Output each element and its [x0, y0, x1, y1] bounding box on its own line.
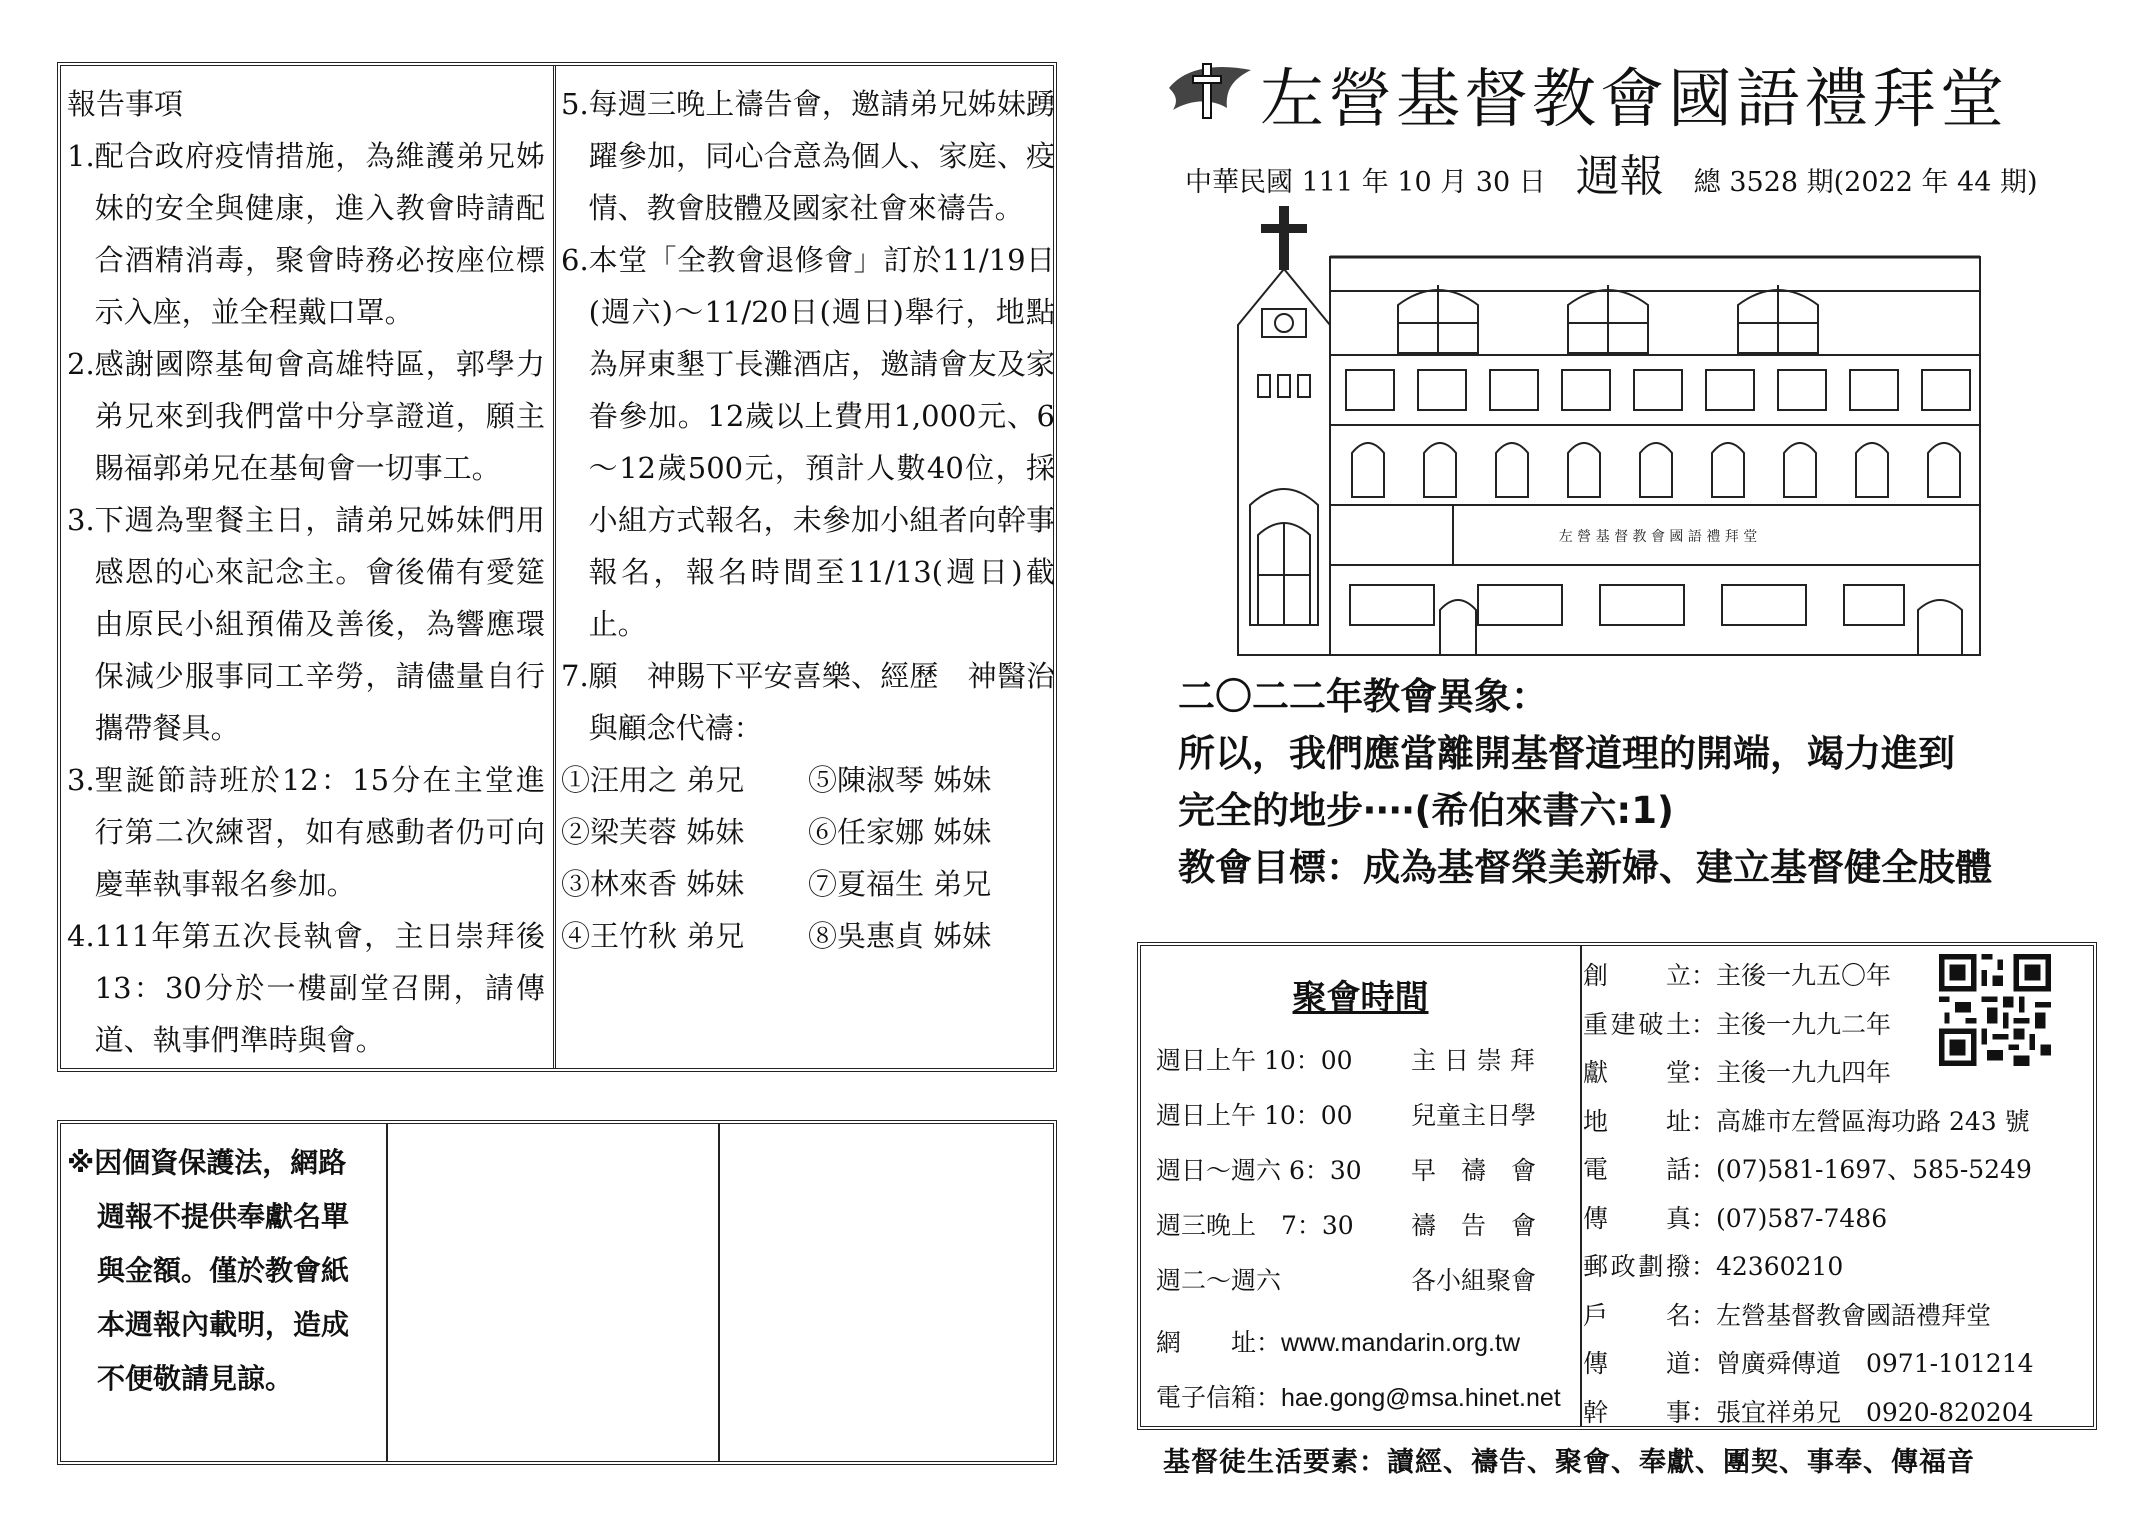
vision-line: 所以，我們應當離開基督道理的開端，竭力進到	[1178, 732, 1955, 775]
meeting-row: 週日上午 10：00 兒童主日學	[1156, 1101, 1537, 1130]
fact-row: 獻堂：主後一九九四年	[1583, 1058, 1892, 1087]
fact-row: 郵政劃撥：42360210	[1583, 1252, 1844, 1281]
prayer-name: ④王竹秋 弟兄	[561, 919, 745, 953]
announcement-item: 2. 感謝國際基甸會高雄特區，郭學力弟兄來到我們當中分享證道，願主賜福郭弟兄在基甸會一切事工。	[67, 347, 545, 485]
bulletin-label: 週報	[1575, 151, 1664, 202]
prayer-name: ⑤陳淑琴 姊妹	[808, 763, 992, 797]
announcements-heading: 報告事項	[67, 87, 184, 121]
announcement-item: 6. 本堂「全教會退修會」訂於11/19日(週六)～11/20日(週日)舉行，地點為屏東墾丁長灘酒店，邀請會友及家眷參加。12歲以上費用1,000元、6～12歲500元，預計人數40位，採小組方式報名，未參加小組者向幹事報名，報名時間至11/13(週日)截止。	[561, 243, 1055, 641]
meeting-title: 聚會時間	[1292, 978, 1429, 1018]
issue-number: 總 3528 期(2022 年 44 期)	[1693, 167, 2038, 198]
info-box	[1137, 942, 2097, 1430]
church-title: 左營基督教會國語禮拜堂	[1260, 63, 2008, 137]
announcements-left-column	[67, 78, 545, 1066]
church-logo-icon	[1165, 58, 1253, 120]
dateline	[1185, 140, 2038, 204]
announcement-item: 1. 配合政府疫情措施，為維護弟兄姊妹的安全與健康，進入教會時請配合酒精消毒，聚會時務必按座位標示入座，並全程戴口罩。	[67, 139, 545, 329]
fact-row: 地址：高雄市左營區海功路 243 號	[1583, 1106, 2030, 1136]
prayer-name: ①汪用之 弟兄	[561, 763, 745, 797]
meeting-row: 週三晚上 7：30 禱 告 會	[1156, 1211, 1537, 1240]
announcement-item: 5. 每週三晚上禱告會，邀請弟兄姊妹踴躍參加，同心合意為個人、家庭、疫情、教會肢體及國家社會來禱告。	[561, 87, 1055, 225]
blank-column	[388, 1124, 720, 1461]
bulletin-date: 中華民國 111 年 10 月 30 日	[1185, 167, 1546, 198]
fact-row: 戶名：左營基督教會國語禮拜堂	[1583, 1300, 1992, 1330]
fact-row: 創立：主後一九五〇年	[1583, 961, 1892, 990]
fact-row: 電話：(07)581-1697、585-5249	[1583, 1155, 2032, 1184]
prayer-name: ⑧吳惠貞 姊妹	[808, 919, 992, 953]
announcement-item: 7. 願 神賜下平安喜樂、經歷 神醫治與顧念代禱：	[561, 659, 1055, 745]
church-building-illustration	[1228, 205, 1998, 665]
announcement-item: 4. 111年第五次長執會，主日崇拜後13：30分於一樓副堂召開，請傳道、執事們準時與會。	[67, 919, 545, 1057]
prayer-list	[561, 754, 1055, 962]
fact-row: 幹事：張宜祥弟兄 0920-820204	[1583, 1397, 2034, 1427]
meeting-row: 週二～週六 各小組聚會	[1156, 1266, 1537, 1295]
fact-row: 重建破土：主後一九九二年	[1583, 1009, 1892, 1039]
prayer-name: ⑦夏福生 弟兄	[808, 867, 992, 901]
qr-code-icon[interactable]	[1939, 954, 2051, 1066]
website-link[interactable]: www.mandarin.org.tw	[1281, 1329, 1520, 1357]
church-goal: 教會目標：成為基督榮美新婦、建立基督健全肢體	[1178, 846, 1992, 889]
meeting-schedule	[1141, 946, 1582, 1426]
meeting-row: 週日～週六 6：30 早 禱 會	[1156, 1156, 1537, 1185]
footer-motto: 基督徒生活要素：讀經、禱告、聚會、奉獻、團契、事奉、傳福音	[1163, 1447, 1975, 1478]
announcement-item: 3. 聖誕節詩班於12：15分在主堂進行第二次練習，如有感動者仍可向慶華執事報名參加。	[67, 763, 545, 901]
building-sign: 左 營 基 督 教 會 國 語 禮 拜 堂	[1558, 529, 1758, 545]
privacy-notice: ※因個資保護法，網路 週報不提供奉獻名單 與金額。僅於教會紙 本週報內載明，造成 不便敬請見諒。	[61, 1124, 388, 1461]
prayer-name: ②梁芙蓉 姊妹	[561, 815, 745, 849]
vision-statement	[1178, 668, 1992, 896]
vision-line: 完全的地步‧‧‧‧(希伯來書六:1)	[1178, 789, 1674, 832]
website-row: 網 址：www.mandarin.org.tw	[1156, 1328, 1520, 1357]
vision-heading: 二〇二二年教會異象：	[1178, 675, 1548, 718]
email-row: 電子信箱：hae.gong@msa.hinet.net	[1156, 1383, 1561, 1412]
email-link[interactable]: hae.gong@msa.hinet.net	[1281, 1384, 1561, 1412]
fact-row: 傳道：曾廣舜傳道 0971-101214	[1583, 1349, 2034, 1378]
prayer-name: ③林來香 姊妹	[561, 867, 745, 901]
prayer-name: ⑥任家娜 姊妹	[808, 815, 992, 849]
meeting-row: 週日上午 10：00 主 日 崇 拜	[1156, 1046, 1535, 1075]
column-divider	[553, 66, 556, 1068]
announcements-box	[57, 62, 1057, 1072]
announcements-right-column	[561, 78, 1055, 962]
announcement-item: 3. 下週為聖餐主日，請弟兄姊妹們用感恩的心來記念主。會後備有愛筵由原民小組預備及善後，為響應環保減少服事同工辛勞，請儘量自行攜帶餐具。	[67, 503, 545, 745]
privacy-notice-box	[57, 1120, 1057, 1465]
fact-row: 傳真：(07)587-7486	[1583, 1203, 1888, 1233]
